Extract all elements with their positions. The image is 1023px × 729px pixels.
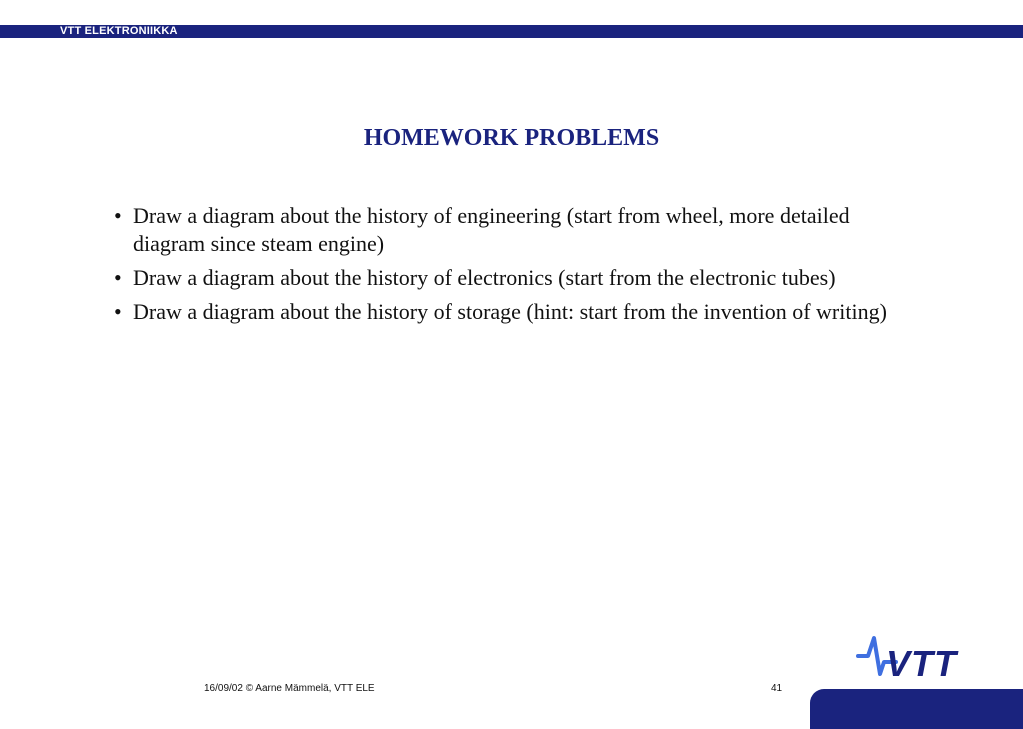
bullet-item [114, 202, 914, 258]
footer-corner-tab [810, 689, 1023, 729]
footer-date-author: 16/09/02 © Aarne Mämmelä, VTT ELE [204, 683, 375, 694]
slide-title: HOMEWORK PROBLEMS [363, 125, 660, 151]
vtt-logo [856, 634, 978, 682]
bullet-list [114, 202, 914, 332]
footer-page-number: 41 [771, 683, 783, 694]
header-bar [0, 25, 1023, 38]
bullet-symbol: • [114, 203, 122, 228]
bullet-symbol: • [114, 299, 122, 324]
bullet-text: Draw a diagram about the history of electronics (start from the electronic tubes) [133, 265, 836, 290]
bullet-text: Draw a diagram about the history of storage (hint: start from the invention of writing) [133, 299, 887, 324]
bullet-text: Draw a diagram about the history of engineering (start from wheel, more detailed diagram since steam engine) [133, 203, 850, 256]
header-org-label: VTT ELEKTRONIIKKA [60, 25, 178, 37]
vtt-logo-text: VTT [886, 643, 957, 682]
bullet-item [114, 298, 914, 326]
bullet-item [114, 264, 914, 292]
bullet-symbol: • [114, 265, 122, 290]
